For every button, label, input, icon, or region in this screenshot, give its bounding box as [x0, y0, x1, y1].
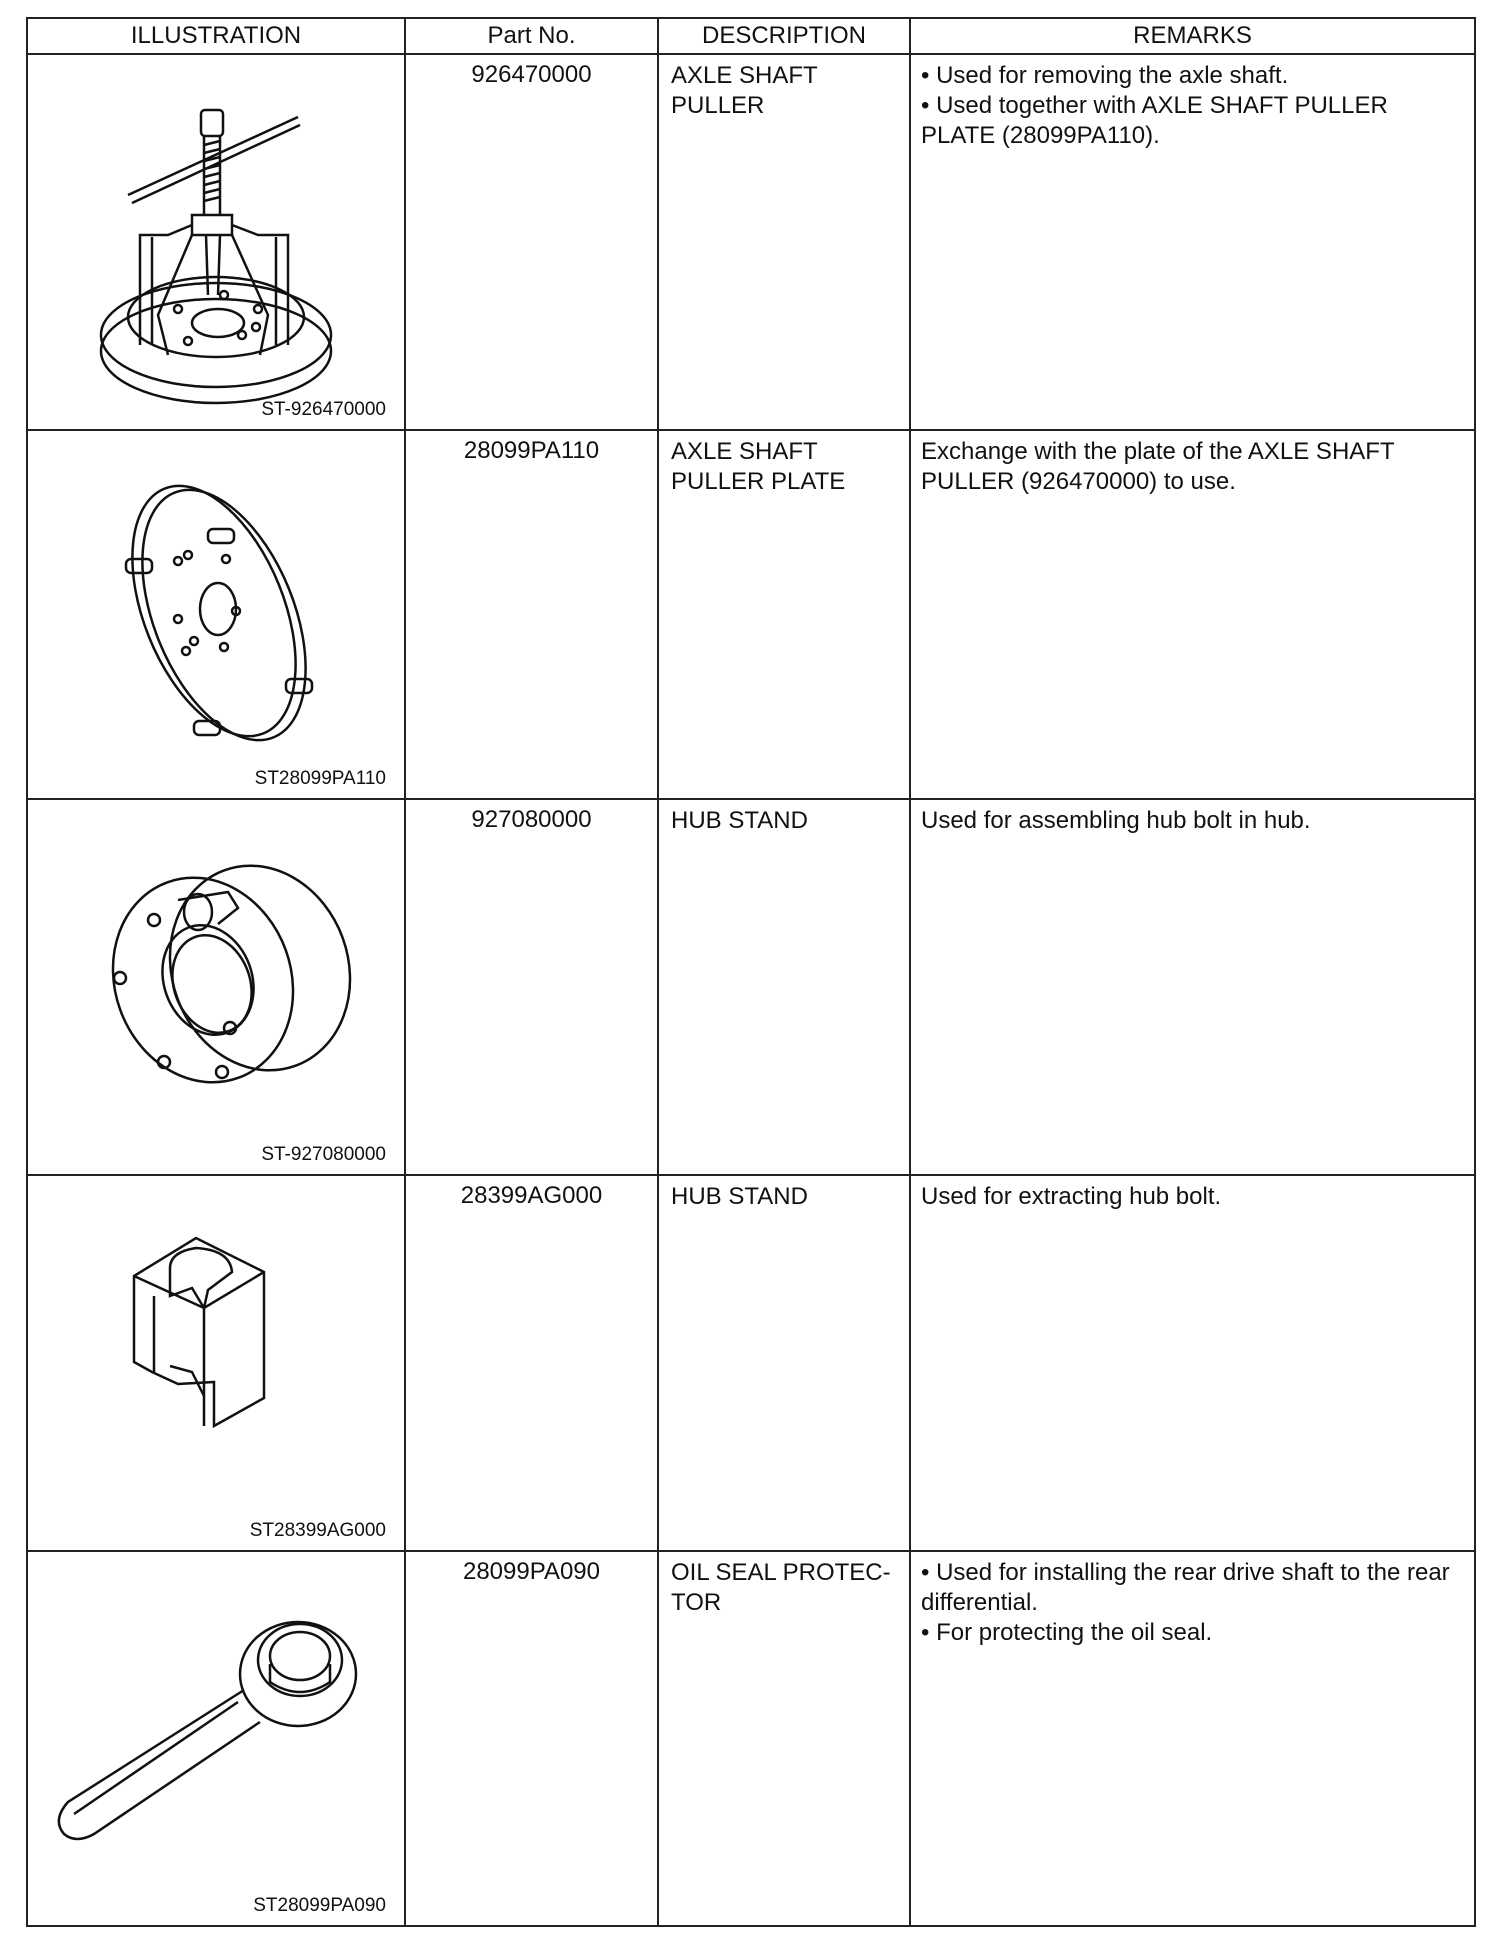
remarks-cell [910, 1551, 1475, 1926]
illustration-cell [27, 54, 405, 430]
oil-seal-protector-drawing [28, 1552, 406, 1925]
table-row [27, 1175, 1475, 1551]
illustration-code: ST-927080000 [261, 1144, 386, 1165]
hub-stand-block-drawing [28, 1176, 406, 1550]
part-no: 926470000 [471, 61, 592, 88]
description: AXLE SHAFT PULLER PLATE [671, 438, 846, 495]
remarks-cell [910, 1175, 1475, 1551]
description-cell [658, 430, 910, 799]
description-cell [658, 1551, 910, 1926]
description: AXLE SHAFT PULLER [671, 62, 818, 119]
part-no: 28399AG000 [460, 1182, 603, 1209]
illustration-code: ST28099PA090 [253, 1895, 386, 1916]
description: OIL SEAL PROTEC- TOR [671, 1559, 891, 1616]
part-no-cell [405, 1551, 658, 1926]
illustration-code: ST-926470000 [261, 399, 386, 420]
table-row [27, 54, 1475, 430]
remark-line: Exchange with the plate of the AXLE SHAFT PULLER (926470000) to use. [921, 438, 1395, 495]
illustration-cell [27, 799, 405, 1175]
remark-line: Used for extracting hub bolt. [921, 1183, 1222, 1210]
axle-shaft-puller-drawing [28, 55, 406, 429]
illustration-cell [27, 1551, 405, 1926]
header-remarks: REMARKS [910, 18, 1475, 54]
remark-line: • Used together with AXLE SHAFT PULLER PLATE (28099PA110). [921, 92, 1388, 149]
description-cell [658, 799, 910, 1175]
puller-plate-drawing [28, 431, 406, 798]
remark-line: Used for assembling hub bolt in hub. [921, 807, 1311, 834]
description-cell [658, 1175, 910, 1551]
illustration-code: ST28399AG000 [249, 1520, 386, 1541]
part-no: 927080000 [471, 806, 592, 833]
remarks-cell [910, 799, 1475, 1175]
remarks-cell [910, 54, 1475, 430]
header-description: DESCRIPTION [658, 18, 910, 54]
illustration-cell [27, 430, 405, 799]
remark-line: • Used for removing the axle shaft. [921, 62, 1289, 89]
remark-line: • For protecting the oil seal. [921, 1619, 1213, 1646]
part-no-cell [405, 430, 658, 799]
description-cell [658, 54, 910, 430]
part-no-cell [405, 799, 658, 1175]
illustration-code: ST28099PA110 [254, 768, 386, 789]
special-tools-table [26, 17, 1476, 1927]
header-illustration: ILLUSTRATION [27, 18, 405, 54]
part-no: 28099PA110 [463, 437, 600, 464]
hub-stand-round-drawing [28, 800, 406, 1174]
remarks-cell [910, 430, 1475, 799]
header-row [27, 18, 1475, 54]
table-row [27, 430, 1475, 799]
part-no-cell [405, 54, 658, 430]
description: HUB STAND [671, 1183, 808, 1210]
table-row [27, 1551, 1475, 1926]
table-row [27, 799, 1475, 1175]
remark-line: • Used for installing the rear drive shaft to the rear differential. [921, 1559, 1450, 1616]
part-no-cell [405, 1175, 658, 1551]
header-part-no: Part No. [405, 18, 658, 54]
description: HUB STAND [671, 807, 808, 834]
part-no: 28099PA090 [462, 1558, 600, 1585]
illustration-cell [27, 1175, 405, 1551]
